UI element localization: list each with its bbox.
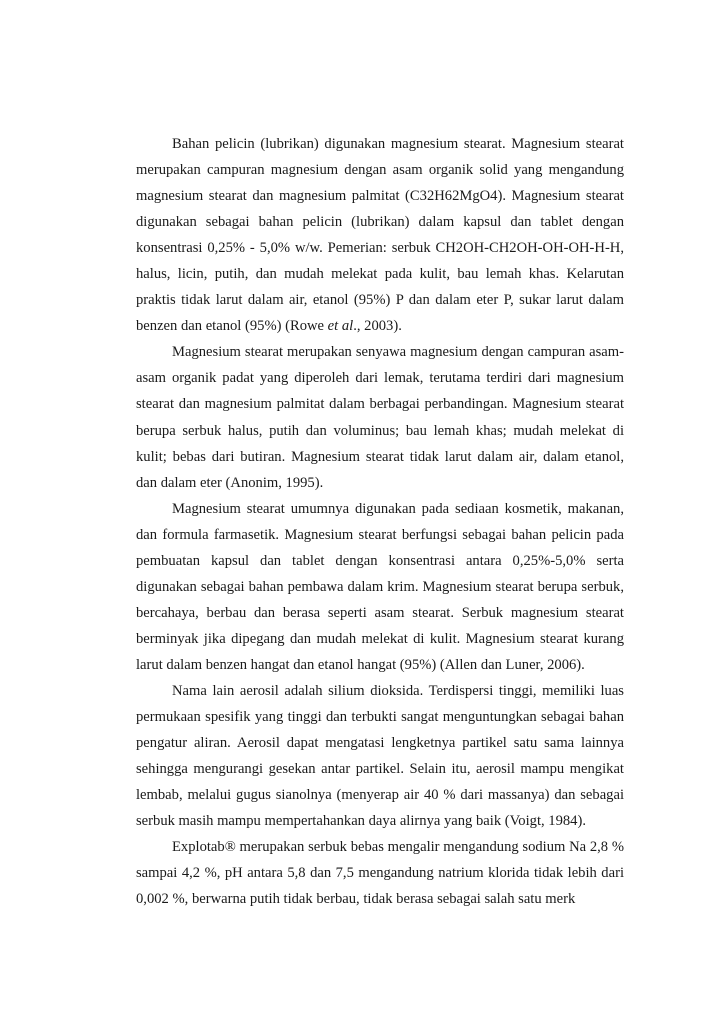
paragraph-magnesium-stearat-pelicin bbox=[136, 131, 624, 339]
body-text bbox=[136, 131, 624, 912]
paragraph-magnesium-stearat-senyawa: Magnesium stearat merupakan senyawa magnesium dengan campuran asam-asam organik padat yang diperoleh dari lemak, terutama terdiri dari magnesium stearat dan magnesium palmitat dalam berbagai perbandingan. Magnesium stearat berupa serbuk halus, putih dan voluminus; bau lemah khas; mudah melekat di kulit; bebas dari butiran. Magnesium stearat tidak larut dalam air, dalam etanol, dan dalam eter (Anonim, 1995). bbox=[136, 344, 624, 491]
paragraph-magnesium-stearat-kegunaan: Magnesium stearat umumnya digunakan pada sediaan kosmetik, makanan, dan formula farmasetik. Magnesium stearat berfungsi sebagai bahan pelicin pada pembuatan kapsul dan tablet dengan konsentrasi antara 0,25%-5,0% serta digunakan sebagai bahan pembawa dalam krim. Magnesium stearat berupa serbuk, bercahaya, berbau dan berasa seperti asam stearat. Serbuk magnesium stearat berminyak jika dipegang dan mudah melekat di kulit. Magnesium stearat kurang larut dalam benzen hangat dan etanol hangat (95%) (Allen dan Luner, 2006). bbox=[136, 500, 624, 673]
paragraph-text-end: ., 2003). bbox=[353, 318, 402, 335]
paragraph-aerosil: Nama lain aerosil adalah silium dioksida. Terdispersi tinggi, memiliki luas permukaan spesifik yang tinggi dan terbukti sangat menguntungkan sebagai bahan pengatur aliran. Aerosil dapat mengatasi lengketnya partikel satu sama lainnya sehingga mengurangi gesekan antar partikel. Selain itu, aerosil mampu mengikat lembab, melalui gugus sianolnya (menyerap air 40 % dari massanya) dan sebagai serbuk masih mampu mempertahankan daya alirnya yang baik (Voigt, 1984). bbox=[136, 682, 624, 830]
italic-citation-text: et al bbox=[327, 318, 354, 335]
paragraph-explotab: Explotab® merupakan serbuk bebas mengalir mengandung sodium Na 2,8 % sampai 4,2 %, pH antara 5,8 dan 7,5 mengandung natrium klorida tidak lebih dari 0,002 %, berwarna putih tidak berbau, tidak berasa sebagai salah satu merk bbox=[136, 839, 624, 908]
paragraph-text: Bahan pelicin (lubrikan) digunakan magnesium stearat. Magnesium stearat merupakan campuran magnesium dengan asam organik solid yang mengandung magnesium stearat dan magnesium palmitat (C32H62MgO4). Magnesium stearat digunakan sebagai bahan pelicin (lubrikan) dalam kapsul dan tablet dengan konsentrasi 0,25% - 5,0% w/w. Pemerian: serbuk CH2OH-CH2OH-OH-OH-H-H, halus, licin, putih, dan mudah melekat pada kulit, bau lemah khas. Kelarutan praktis tidak larut dalam air, etanol (95%) P dan dalam eter P, sukar larut dalam benzen dan etanol (95%) (Rowe bbox=[136, 136, 624, 335]
